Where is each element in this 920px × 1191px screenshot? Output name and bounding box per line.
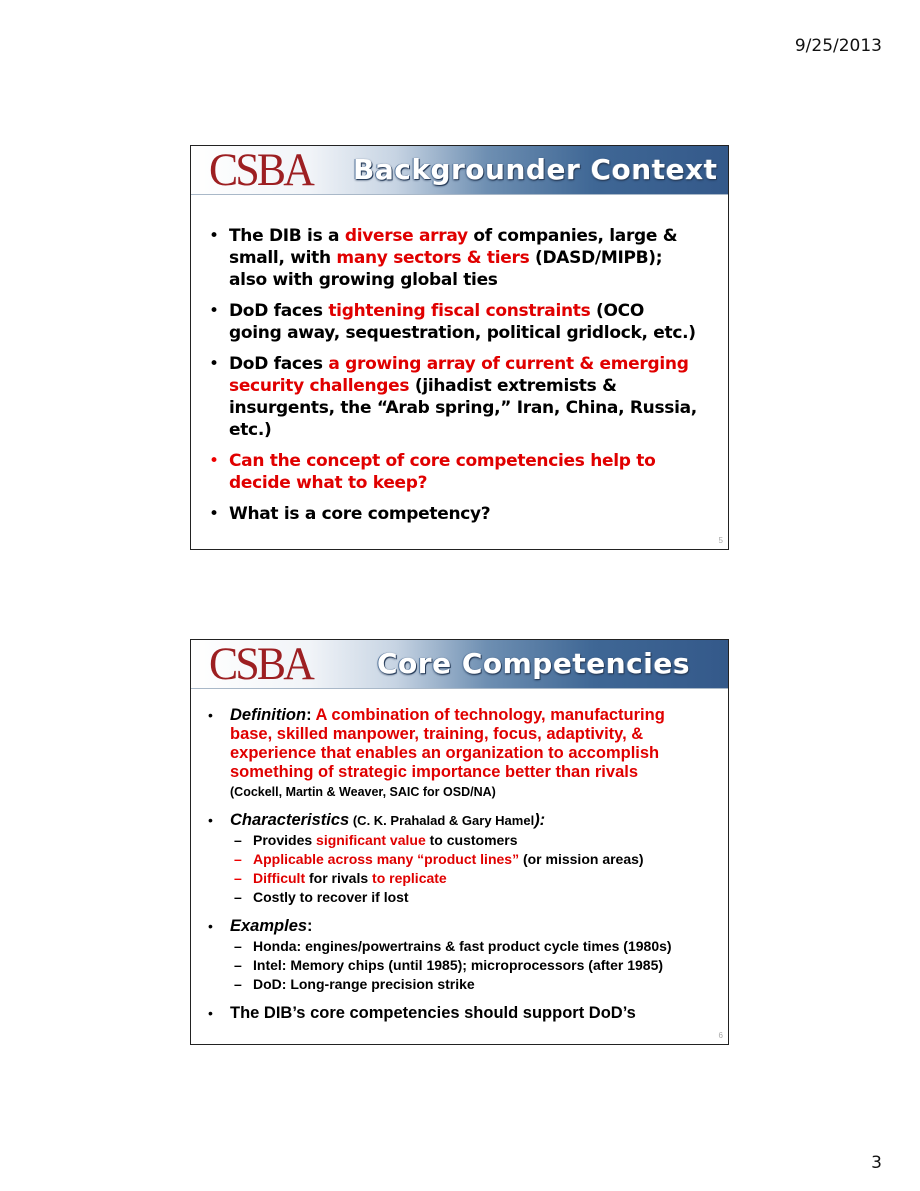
slide-number: 6 [718, 1031, 723, 1040]
bullet-item: • What is a core competency? [191, 503, 728, 525]
definition-source: (Cockell, Martin & Weaver, SAIC for OSD/NA) [230, 785, 496, 799]
definition-bullet: • Definition: A combination of technology, manufacturing base, skilled manpower, training, focus, adaptivity, & experience that enables an organization to accomplish something of strategic importance better than rivals (Cockell, Martin & Weaver, SAIC for OSD/NA) [191, 706, 728, 801]
slide-banner [191, 146, 728, 195]
sub-list [230, 937, 706, 994]
bullet-item: • The DIB is a diverse array of companies, large & small, with many sectors & tiers (DASD/MIPB); also with growing global ties [191, 225, 728, 291]
sub-item: – Honda: engines/powertrains & fast product cycle times (1980s) [230, 937, 706, 956]
slide-backgrounder-context [190, 145, 729, 550]
slide-core-competencies [190, 639, 729, 1045]
sub-item: – DoD: Long-range precision strike [230, 975, 706, 994]
examples-bullet: • Examples: – Honda: engines/powertrains & fast product cycle times (1980s) – Intel: Memory chips (until 1985); microprocessors (after 1985) – DoD: Long-range precision strike [191, 917, 728, 994]
slide-number: 5 [718, 536, 723, 545]
characteristics-bullet: • Characteristics (C. K. Prahalad & Gary Hamel): – Provides significant value to customers – Applicable across many “product lines” (or mission areas) – Difficult for rivals to replicate – Costly to recover if lost [191, 811, 728, 907]
slide-banner [191, 640, 728, 689]
sub-item: – Provides significant value to customers [230, 831, 706, 850]
csba-logo: CSBA [209, 640, 313, 689]
sub-item: – Costly to recover if lost [230, 888, 706, 907]
bullet-list [191, 706, 728, 1033]
csba-logo: CSBA [209, 146, 313, 195]
sub-item: – Difficult for rivals to replicate [230, 869, 706, 888]
bullet-item: • DoD faces a growing array of current & emerging security challenges (jihadist extremists & insurgents, the “Arab spring,” Iran, China, Russia, etc.) [191, 353, 728, 441]
sub-list [230, 831, 706, 907]
bullet-item: • DoD faces tightening fiscal constraints (OCO going away, sequestration, political gridlock, etc.) [191, 300, 728, 344]
page-date: 9/25/2013 [794, 36, 882, 56]
bullet-list [191, 225, 728, 534]
page-number: 3 [871, 1153, 882, 1173]
bullet-item: • Can the concept of core competencies help to decide what to keep? [191, 450, 728, 494]
sub-item: – Intel: Memory chips (until 1985); microprocessors (after 1985) [230, 956, 706, 975]
slide-title: Core Competencies [377, 647, 690, 680]
slide-title: Backgrounder Context [353, 153, 718, 186]
sub-item: – Applicable across many “product lines” (or mission areas) [230, 850, 706, 869]
bullet-item: • The DIB’s core competencies should support DoD’s [191, 1004, 728, 1023]
